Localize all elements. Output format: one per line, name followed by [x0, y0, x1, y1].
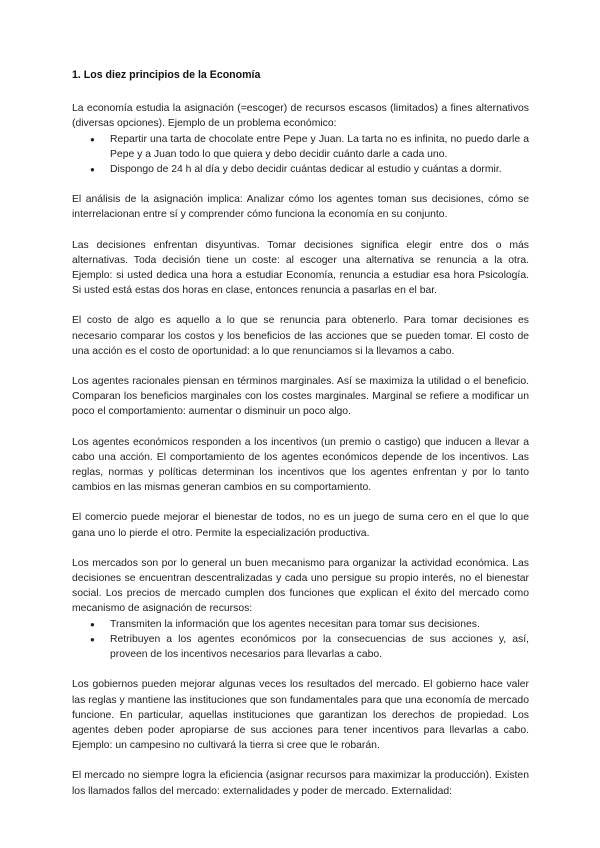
section-heading: 1. Los diez principios de la Economía	[72, 69, 261, 81]
paragraph-eficiencia: El mercado no siempre logra la eficiencia (asignar recursos para maximizar la producción). Existen los llamados fallos del mercado: externalidades y poder de mercado. Externalidad:	[72, 770, 529, 797]
paragraph-comercio: El comercio puede mejorar el bienestar de todos, no es un juego de suma cero en el que lo que gana uno lo pierde el otro. Permite la especialización productiva.	[72, 512, 529, 539]
paragraph-analisis: El análisis de la asignación implica: Analizar cómo los agentes toman sus decisiones, cómo se interrelacionan entre sí y comprender cómo funciona la economía en su conjunto.	[72, 194, 529, 221]
paragraph-disyuntivas: Las decisiones enfrentan disyuntivas. Tomar decisiones significa elegir entre dos o más alternativas. Toda decisión tiene un coste: al escoger una alternativa se renuncia a la otra. Ejemplo: si usted dedica una hora a estudiar Economía, renuncia a estudiar esa hora Psicología. Si usted está estas dos horas en clase, entonces renuncia a pasarlas en el bar.	[72, 239, 529, 297]
list-item: ● Dispongo de 24 h al día y debo decidir cuántas dedicar al estudio y cuántas a dormir.	[110, 162, 529, 177]
paragraph-gobiernos: Los gobiernos pueden mejorar algunas veces los resultados del mercado. El gobierno hace valer las reglas y mantiene las instituciones que son fundamentales para que una economía de mercado funcione. En particular, aquellas instituciones que garantizan los derechos de propiedad. Los agentes deben poder apropiarse de sus acciones para tener incentivos para llevarlas a cabo. Ejemplo: un campesino no cultivará la tierra si cree que le robarán.	[72, 679, 529, 752]
list-item: ● Repartir una tarta de chocolate entre Pepe y Juan. La tarta no es infinita, no puedo darle a Pepe y a Juan todo lo que quiera y debo decidir cuánto darle a cada uno.	[110, 132, 529, 162]
intro-paragraph: La economía estudia la asignación (=escoger) de recursos escasos (limitados) a fines alternativos (diversas opciones). Ejemplo de un problema económico:	[72, 103, 529, 130]
intro-bullet-list	[72, 132, 529, 178]
document-body	[72, 68, 529, 814]
mercados-block	[72, 556, 529, 662]
paragraph-costo: El costo de algo es aquello a lo que se renuncia para obtenerlo. Para tomar decisiones es necesario comparar los costos y los beneficios de las acciones que se pueden tomar. El costo de una acción es el costo de oportunidad: a lo que renunciamos si la llevamos a cabo.	[72, 315, 529, 357]
mercados-bullet-list	[72, 617, 529, 663]
paragraph-mercados: Los mercados son por lo general un buen mecanismo para organizar la actividad económica. Las decisiones se encuentran descentralizadas y cada uno persigue su propio interés, no el bienestar social. Los precios de mercado cumplen dos funciones que explican el éxito del mercado como mecanismo de asignación de recursos:	[72, 557, 529, 615]
list-item: ● Retribuyen a los agentes económicos por la consecuencias de sus acciones y, así, proveen de los incentivos necesarios para llevarlas a cabo.	[110, 632, 529, 662]
list-item: ● Transmiten la información que los agentes necesitan para tomar sus decisiones.	[110, 617, 529, 632]
paragraph-racionales: Los agentes racionales piensan en términos marginales. Así se maximiza la utilidad o el beneficio. Comparan los beneficios marginales con los costes marginales. Marginal se refiere a modificar un poco el comportamiento: aumentar o disminuir un poco algo.	[72, 376, 529, 418]
paragraph-incentivos: Los agentes económicos responden a los incentivos (un premio o castigo) que inducen a llevar a cabo una acción. El comportamiento de los agentes económicos depende de los incentivos. Las reglas, normas y políticas determinan los incentivos que los agentes enfrentan y por lo tanto cambios en las mismas generan cambios en su comportamiento.	[72, 436, 529, 494]
intro-block	[72, 101, 529, 177]
